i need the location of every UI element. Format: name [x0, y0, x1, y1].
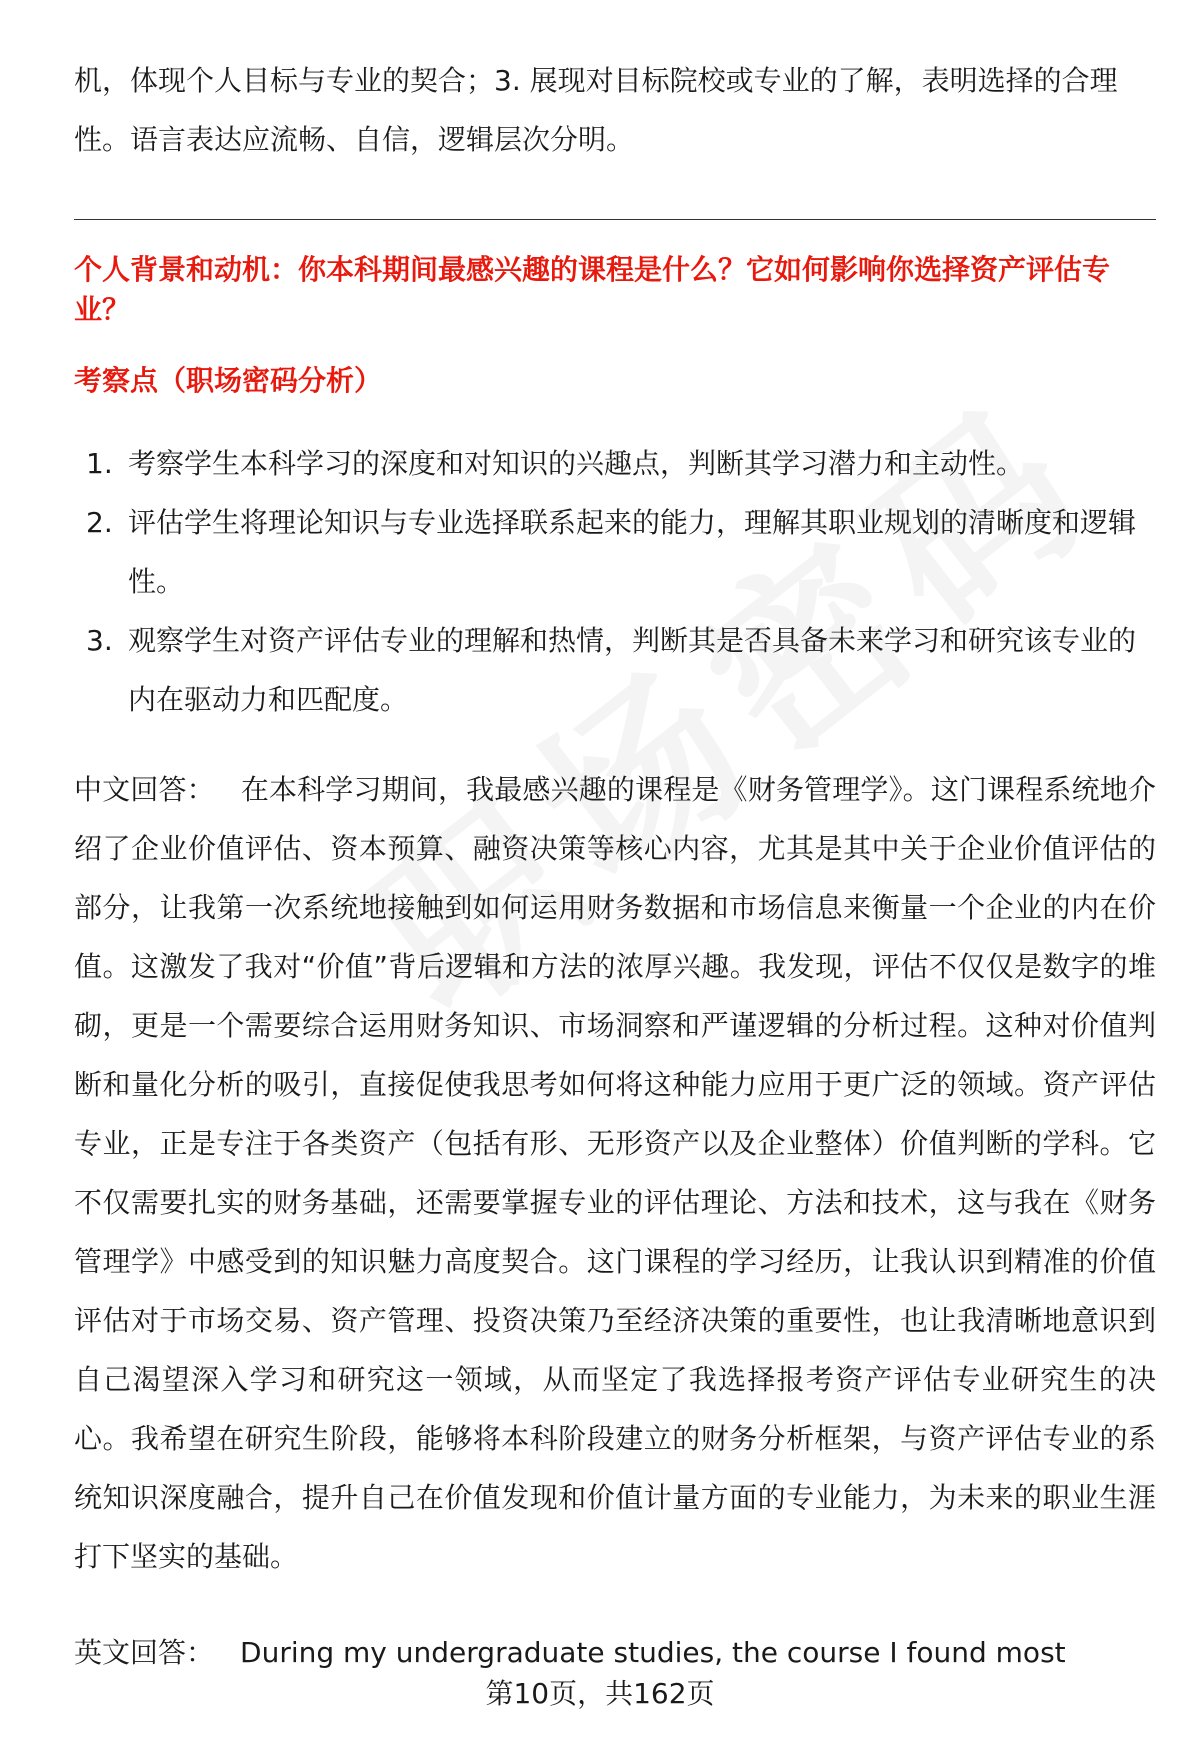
point-number: 1. — [86, 447, 113, 480]
examination-point — [74, 611, 1156, 729]
examination-point — [74, 493, 1156, 611]
examination-title: 考察点（职场密码分析） — [74, 364, 383, 397]
chinese-answer — [74, 760, 1156, 1586]
intro-paragraph: 机，体现个人目标与专业的契合；3. 展现对目标院校或专业的了解，表明选择的合理性。语言表达应流畅、自信，逻辑层次分明。 — [74, 64, 1118, 156]
point-number: 2. — [86, 506, 113, 539]
question-heading: 个人背景和动机：你本科期间最感兴趣的课程是什么？它如何影响你选择资产评估专业？ — [74, 253, 1111, 326]
document-page — [74, 0, 1156, 1755]
point-text: 评估学生将理论知识与专业选择联系起来的能力，理解其职业规划的清晰度和逻辑性。 — [128, 506, 1137, 598]
english-answer-text: During my undergraduate studies, the course I found most — [240, 1636, 1066, 1669]
point-text: 观察学生对资产评估专业的理解和热情，判断其是否具备未来学习和研究该专业的内在驱动力和匹配度。 — [128, 624, 1137, 716]
chinese-answer-text: 在本科学习期间，我最感兴趣的课程是《财务管理学》。这门课程系统地介绍了企业价值评估、资本预算、融资决策等核心内容，尤其是其中关于企业价值评估的部分，让我第一次系统地接触到如何运用财务数据和市场信息来衡量一个企业的内在价值。这激发了我对“价值”背后逻辑和方法的浓厚兴趣。我发现，评估不仅仅是数字的堆砌，更是一个需要综合运用财务知识、市场洞察和严谨逻辑的分析过程。这种对价值判断和量化分析的吸引，直接促使我思考如何将这种能力应用于更广泛的领域。资产评估专业，正是专注于各类资产（包括有形、无形资产以及企业整体）价值判断的学科。它不仅需要扎实的财务基础，还需要掌握专业的评估理论、方法和技术，这与我在《财务管理学》中感受到的知识魅力高度契合。这门课程的学习经历，让我认识到精准的价值评估对于市场交易、资产管理、投资决策乃至经济决策的重要性，也让我清晰地意识到自己渴望深入学习和研究这一领域，从而坚定了我选择报考资产评估专业研究生的决心。我希望在研究生阶段，能够将本科阶段建立的财务分析框架，与资产评估专业的系统知识深度融合，提升自己在价值发现和价值计量方面的专业能力，为未来的职业生涯打下坚实的基础。 — [74, 773, 1156, 1573]
examination-points-list — [74, 434, 1156, 729]
chinese-answer-label: 中文回答： — [74, 773, 215, 806]
examination-point — [74, 434, 1156, 493]
point-text: 考察学生本科学习的深度和对知识的兴趣点，判断其学习潜力和主动性。 — [128, 447, 1025, 480]
section-divider — [74, 219, 1156, 220]
page-footer: 第10页，共162页 — [485, 1677, 715, 1710]
point-number: 3. — [86, 624, 113, 657]
english-answer-label: 英文回答： — [74, 1636, 215, 1669]
